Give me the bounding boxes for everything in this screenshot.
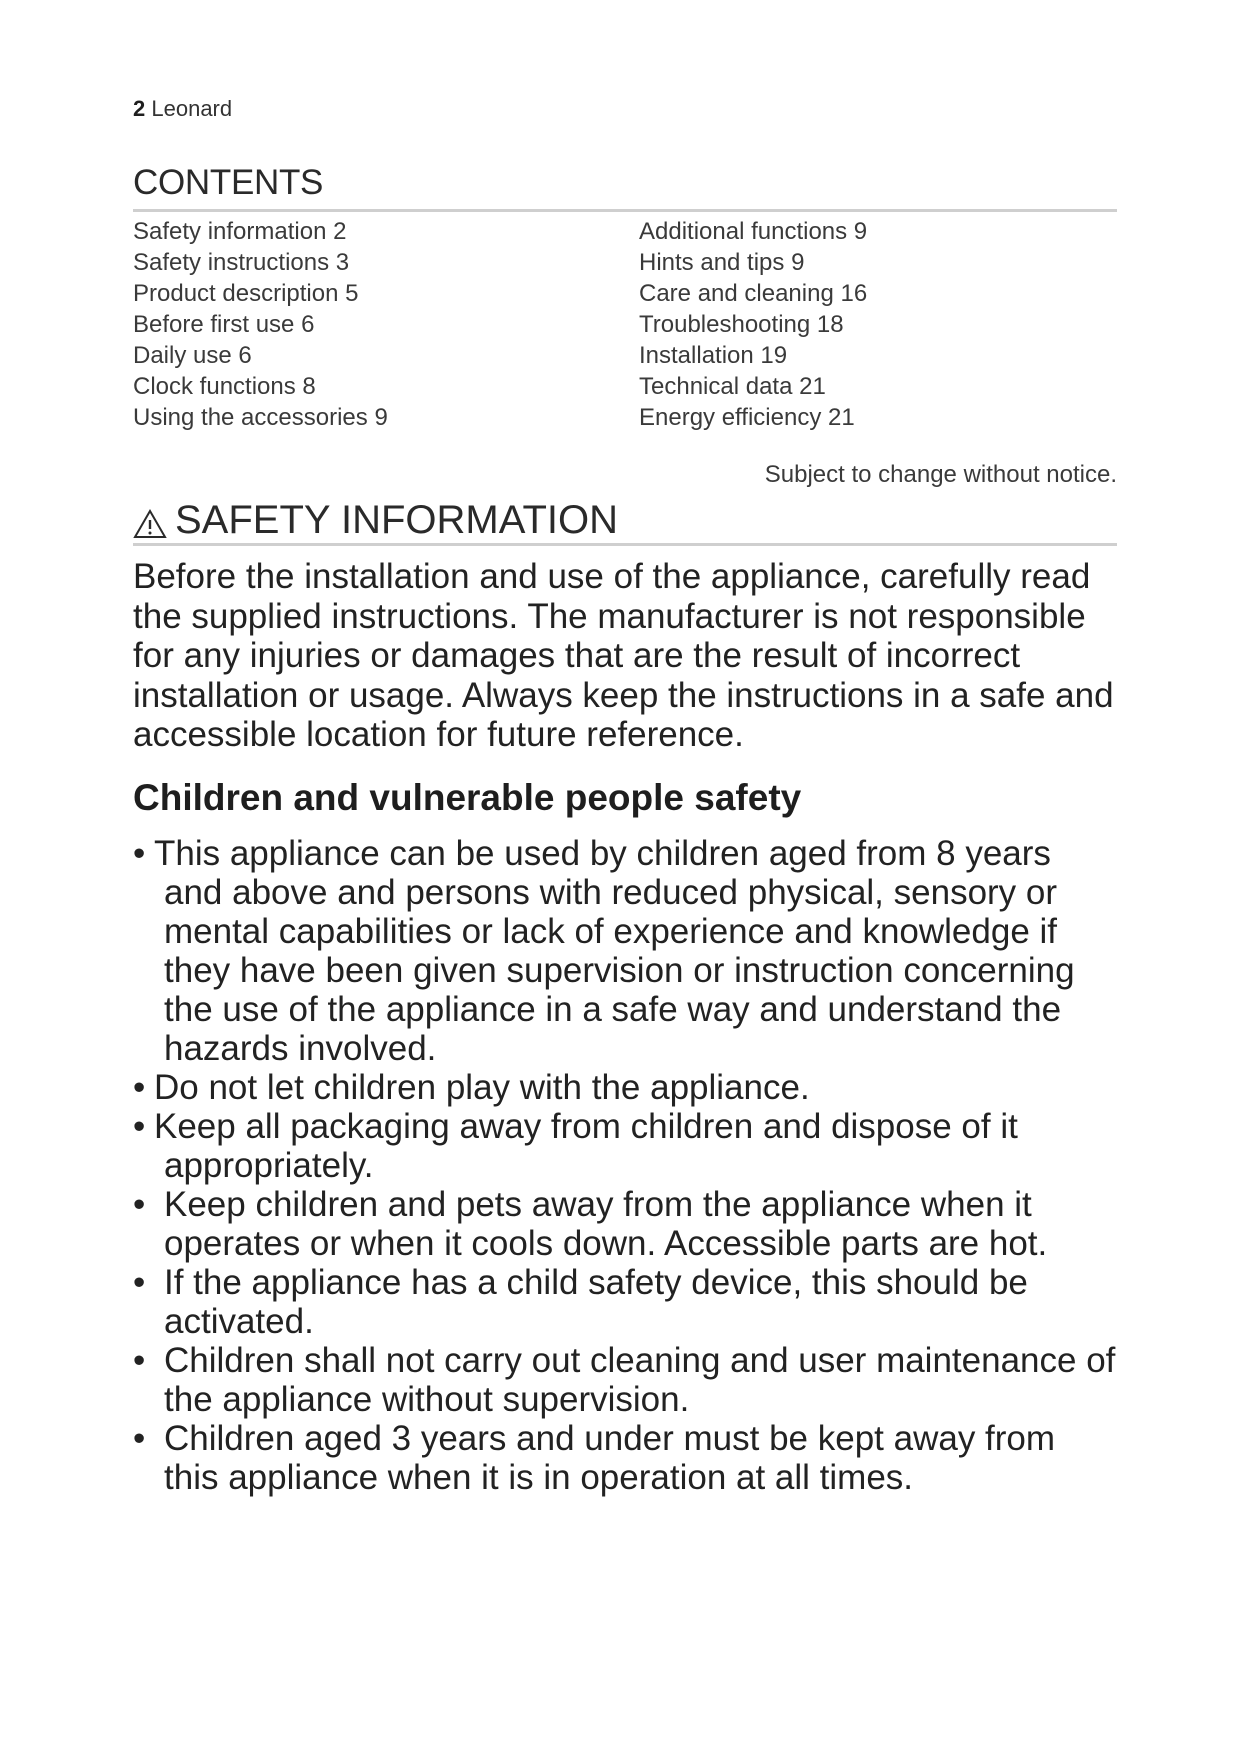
- bullet-icon: •: [133, 1341, 146, 1380]
- list-item: [133, 1068, 1117, 1107]
- toc-right-column: [639, 216, 867, 433]
- running-header: [133, 96, 232, 122]
- safety-title-text: SAFETY INFORMATION: [175, 498, 618, 542]
- bullet-icon: •: [133, 1068, 146, 1107]
- list-item-text: Children shall not carry out cleaning and user maintenance of the appliance without supervision.: [164, 1341, 1116, 1419]
- toc-left-column: [133, 216, 388, 433]
- toc-item: Safety information 2: [133, 218, 347, 245]
- bullet-icon: •: [133, 1263, 146, 1302]
- list-item: [133, 1419, 1117, 1497]
- subject-to-change-notice: Subject to change without notice.: [764, 461, 1117, 488]
- list-item: [133, 1263, 1117, 1341]
- toc-item: Installation 19: [639, 342, 788, 369]
- warning-triangle-icon: [133, 504, 167, 536]
- toc-item: Product description 5: [133, 280, 359, 307]
- list-item: [133, 1107, 1117, 1185]
- list-item-text: Children aged 3 years and under must be kept away from this appliance when it is in operation at all times.: [164, 1419, 1056, 1497]
- list-item-text: Keep all packaging away from children and dispose of it appropriately.: [154, 1107, 1018, 1185]
- list-item-text: Do not let children play with the appliance.: [154, 1068, 810, 1107]
- bullet-icon: •: [133, 1107, 146, 1146]
- bullet-icon: •: [133, 1185, 146, 1224]
- toc-item: Clock functions 8: [133, 373, 316, 400]
- list-item: [133, 1185, 1117, 1263]
- safety-intro-paragraph: Before the installation and use of the appliance, carefully read the supplied instructions. The manufacturer is not responsible for any injuries or damages that are the result of incorrect installation or usage. Always keep the instructions in a safe and accessible location for future reference.: [133, 557, 1114, 754]
- list-item: [133, 834, 1117, 1068]
- toc-item: Daily use 6: [133, 342, 252, 369]
- bullet-icon: •: [133, 834, 146, 873]
- toc-item: Safety instructions 3: [133, 249, 350, 276]
- toc-item: Care and cleaning 16: [639, 280, 868, 307]
- toc-item: Using the accessories 9: [133, 404, 388, 431]
- list-item-text: If the appliance has a child safety device, this should be activated.: [164, 1263, 1028, 1341]
- list-item: [133, 1341, 1117, 1419]
- list-item-text: Keep children and pets away from the appliance when it operates or when it cools down. Accessible parts are hot.: [164, 1185, 1048, 1263]
- toc-item: Technical data 21: [639, 373, 826, 400]
- toc-item: Energy efficiency 21: [639, 404, 855, 431]
- toc-item: Hints and tips 9: [639, 249, 805, 276]
- children-safety-list: [133, 834, 1117, 1497]
- toc-item: Before first use 6: [133, 311, 315, 338]
- bullet-icon: •: [133, 1419, 146, 1458]
- toc-item: Additional functions 9: [639, 218, 868, 245]
- safety-information-heading: [133, 497, 618, 543]
- brand-name: Leonard: [151, 96, 233, 121]
- children-safety-heading: Children and vulnerable people safety: [133, 777, 802, 818]
- safety-divider: [133, 543, 1117, 546]
- toc-item: Troubleshooting 18: [639, 311, 844, 338]
- page-number: 2: [133, 96, 146, 121]
- list-item-text: This appliance can be used by children aged from 8 years and above and persons with reduced physical, sensory or mental capabilities or lack of experience and knowledge if they have been given supervision or instruction concerning the use of the appliance in a safe way and understand the hazards involved.: [154, 834, 1075, 1068]
- contents-divider: [133, 209, 1117, 212]
- contents-title: CONTENTS: [133, 163, 324, 202]
